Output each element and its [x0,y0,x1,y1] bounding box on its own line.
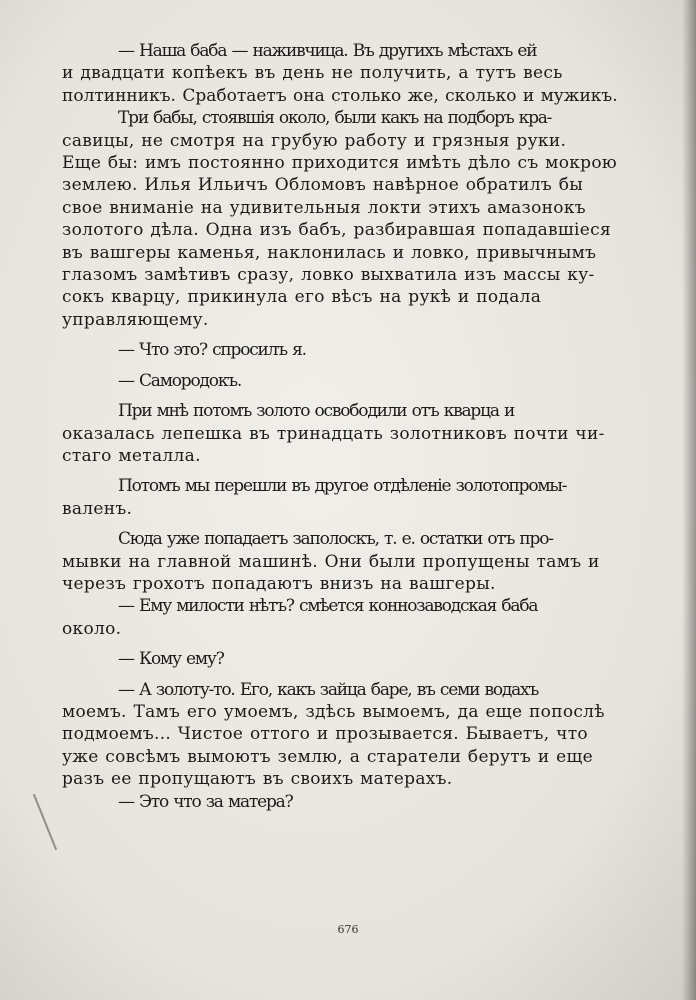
text-line: оказалась лепешка въ тринадцать золотниковъ почти чи- [62,423,605,444]
text-line: сокъ кварцу, прикинула его вѣсъ на рукѣ и подала [62,287,542,308]
text-line: золотого дѣла. Одна изъ бабъ, разбиравшая попадавшіеся [62,220,611,241]
text-line: и двадцати копѣекъ въ день не получить, а тутъ весь [62,63,563,84]
paragraph [62,339,622,361]
paragraph [62,528,622,595]
paragraph [62,40,622,107]
text-line: полтинникъ. Сработаетъ она столько же, сколько и мужикъ. [62,85,618,106]
text-line: свое вниманіе на удивительныя локти этихъ амазонокъ [62,197,586,218]
text-line: Три бабы, стоявшія около, были какъ на подборъ кра- [118,108,552,129]
text-line: При мнѣ потомъ золото освободили отъ кварца и [118,401,515,422]
text-line: савицы, не смотря на грубую работу и грязныя руки. [62,130,567,151]
paragraph [62,370,622,392]
text-line: — Ему милости нѣтъ? смѣется коннозаводская баба [118,596,538,617]
text-line: — А золоту-то. Его, какъ зайца баре, въ семи водахъ [118,679,539,700]
paragraph [62,475,622,520]
paragraph [62,107,622,331]
text-line: — Кому ему? [118,649,224,670]
paragraph [62,791,622,813]
margin-scratch-mark [33,794,57,850]
text-line: Потомъ мы перешли въ другое отдѣленіе золотопромы- [118,476,567,497]
text-line: — Самородокъ. [118,370,242,391]
text-line: стаго металла. [62,445,201,466]
text-line: землею. Илья Ильичъ Обломовъ навѣрное обратилъ бы [62,175,584,196]
text-line: Сюда уже попадаетъ заполоскъ, т. е. остатки отъ про- [118,529,553,550]
text-line: валенъ. [62,498,133,519]
text-line: около. [62,618,122,639]
text-line: моемъ. Тамъ его умоемъ, здѣсь вымоемъ, да еще попослѣ [62,701,605,722]
text-line: глазомъ замѣтивъ сразу, ловко выхватила изъ массы ку- [62,265,595,286]
text-line: — Что это? спросилъ я. [118,340,306,361]
text-line: мывки на главной машинѣ. Они были пропущены тамъ и [62,551,600,572]
text-line: Еще бы: имъ постоянно приходится имѣть дѣло съ мокрою [62,153,617,174]
text-line: подмоемъ... Чистое оттого и прозывается. Бываетъ, что [62,724,588,745]
paragraph [62,595,622,640]
paragraph [62,648,622,670]
page-edge-shadow [682,0,696,1000]
text-line: въ вашгеры каменья, наклонилась и ловко, привычнымъ [62,242,597,263]
text-line: уже совсѣмъ вымоютъ землю, а старатели берутъ и еще [62,746,593,767]
paragraph [62,400,622,467]
text-line: управляющему. [62,309,209,330]
paragraph [62,679,622,791]
body-text [62,40,622,813]
text-line: черезъ грохотъ попадаютъ внизъ на вашгеры. [62,573,496,594]
text-line: — Это что за матера? [118,791,293,812]
page-number: 676 [337,923,359,936]
text-line: разъ ее пропущаютъ въ своихъ матерахъ. [62,769,453,790]
text-line: — Наша баба — наживчица. Въ другихъ мѣстахъ ей [118,41,537,61]
